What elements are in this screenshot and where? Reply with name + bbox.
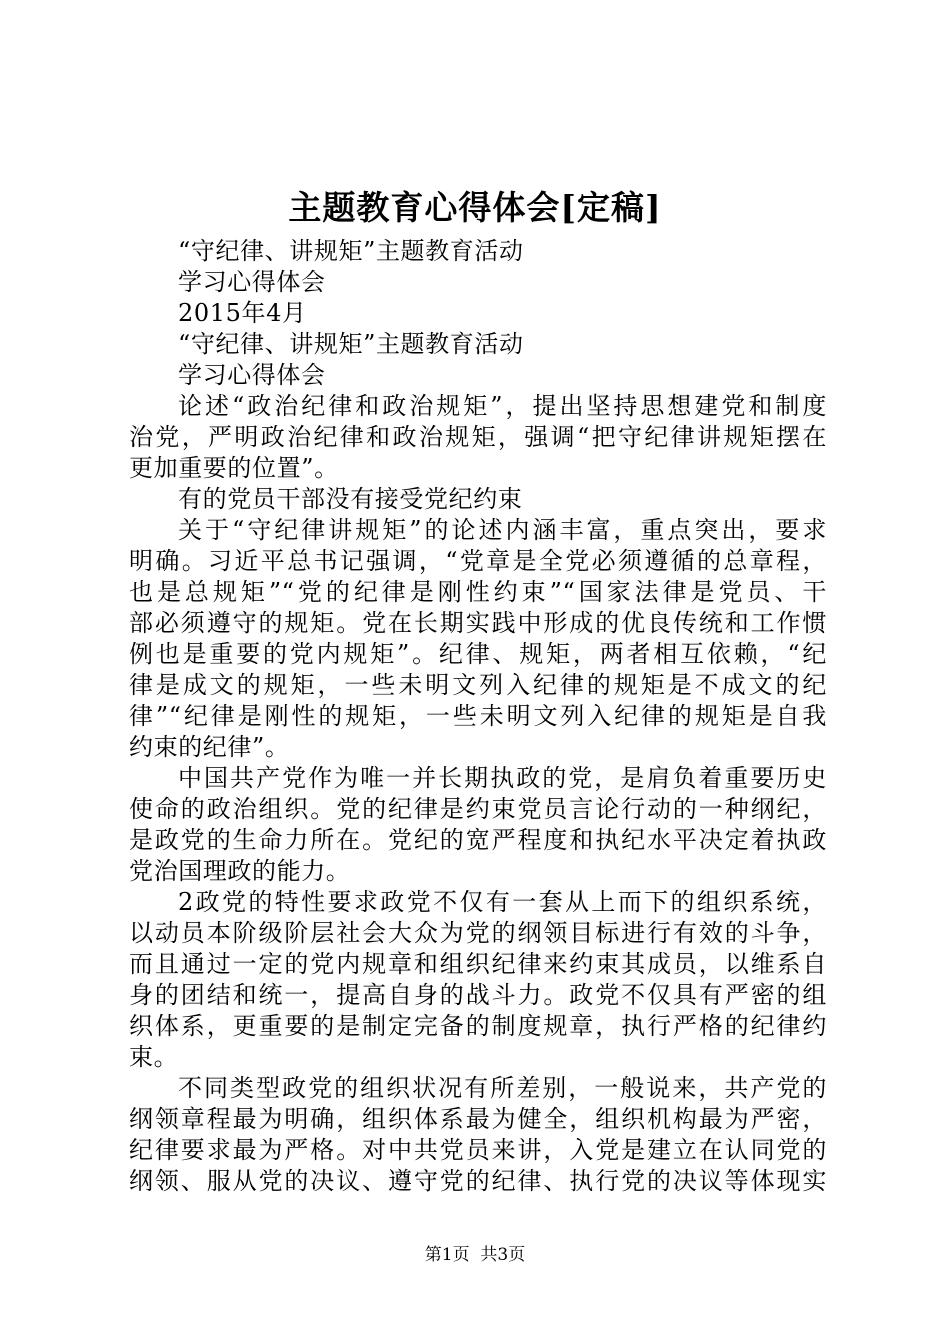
body-line: 使命的政治组织。党的纪律是约束党员言论行动的一种纲纪， [129,795,827,823]
body-line: 约束的纪律”。 [129,733,290,761]
body-line: 纪律要求最为严格。对中共党员来讲，入党是建立在认同党的 [129,1136,827,1164]
body-line: 部必须遵守的规矩。党在长期实践中形成的优良传统和工作惯 [129,609,827,637]
document-title: 主题教育心得体会[定稿] [288,188,662,227]
body-line: 织体系，更重要的是制定完备的制度规章，执行严格的纪律约 [129,1012,827,1040]
body-line: 有的党员干部没有接受党纪约束 [178,485,523,513]
body-line: 是政党的生命力所在。党纪的宽严程度和执纪水平决定着执政 [129,826,827,854]
body-line: 治党，严明政治纪律和政治规矩，强调“把守纪律讲规矩摆在 [129,423,827,451]
document-body [129,236,827,1197]
body-line: 不同类型政党的组织状况有所差别，一般说来，共产党的 [178,1074,827,1102]
body-line: 以动员本阶级阶层社会大众为党的纲领目标进行有效的斗争， [129,919,827,947]
body-line: 律”“纪律是刚性的规矩，一些未明文列入纪律的规矩是自我 [129,702,827,730]
body-line: “守纪律、讲规矩”主题教育活动 [178,237,524,265]
body-line: 明确。习近平总书记强调，“党章是全党必须遵循的总章程， [129,547,827,575]
body-line: 律是成文的规矩，一些未明文列入纪律的规矩是不成文的纪 [129,671,827,699]
body-line: 更加重要的位置”。 [129,454,339,482]
body-line: 纲领、服从党的决议、遵守党的纪律、执行党的决议等体现实 [129,1167,827,1195]
body-line: 也是总规矩”“党的纪律是刚性约束”“国家法律是党员、干 [129,578,827,606]
body-line: 而且通过一定的党内规章和组织纪律来约束其成员，以维系自 [129,950,827,978]
body-line: 论述“政治纪律和政治规矩”，提出坚持思想建党和制度 [178,392,827,420]
body-line: 纲领章程最为明确，组织体系最为健全，组织机构最为严密， [129,1105,827,1133]
body-line: 关于“守纪律讲规矩”的论述内涵丰富，重点突出，要求 [178,516,827,544]
body-line: 身的团结和统一，提高自身的战斗力。政党不仅具有严密的组 [129,981,827,1009]
body-line: 束。 [129,1043,179,1071]
body-line: 2政党的特性要求政党不仅有一套从上而下的组织系统， [178,888,827,916]
body-line: 例也是重要的党内规矩”。纪律、规矩，两者相互依赖，“纪 [129,640,827,668]
body-line: 学习心得体会 [178,361,326,389]
body-line: 学习心得体会 [178,268,326,296]
body-line: 2015年4月 [178,299,307,327]
body-line: “守纪律、讲规矩”主题教育活动 [178,330,524,358]
body-line: 中国共产党作为唯一并长期执政的党，是肩负着重要历史 [178,764,827,792]
body-line: 党治国理政的能力。 [129,857,351,885]
page-number-footer: 第1页 共3页 [424,1245,526,1265]
